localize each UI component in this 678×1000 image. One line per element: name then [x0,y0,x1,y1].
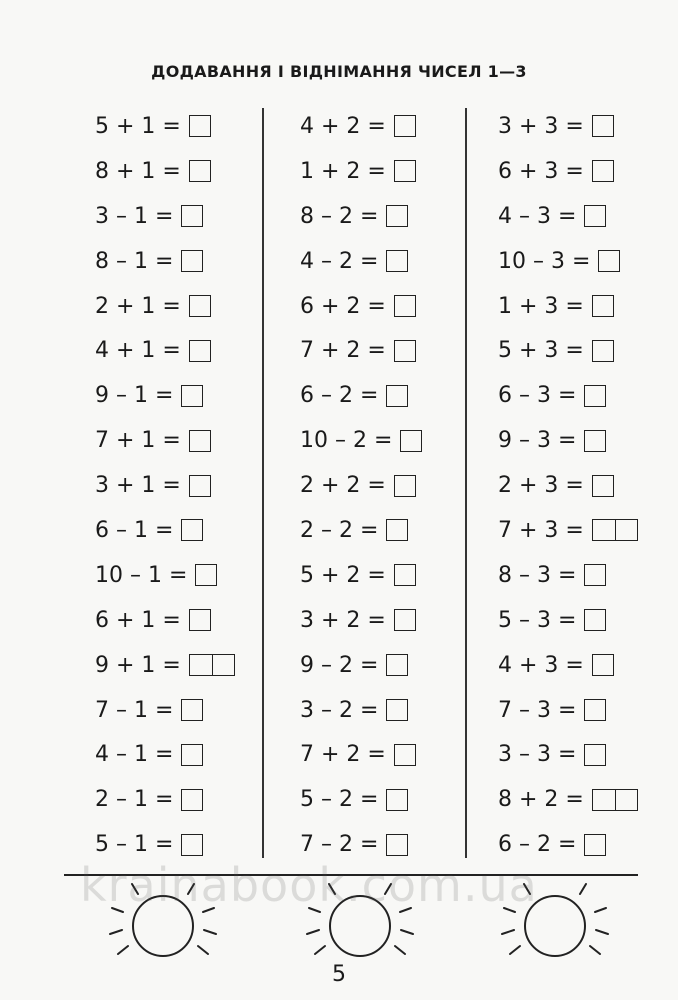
answer-box[interactable] [386,250,408,272]
exercise-expression: 2 – 1 = [95,787,174,813]
answer-box[interactable] [584,699,606,721]
exercise-expression: 4 – 1 = [95,742,174,768]
bottom-horizon-line [64,874,638,876]
answer-box[interactable] [592,295,614,317]
exercise-expression: 3 + 3 = [498,113,584,139]
exercise-row [300,328,422,373]
exercise-row [95,553,235,598]
exercise-expression: 3 + 2 = [300,607,386,633]
exercise-expression: 9 – 1 = [95,383,174,409]
exercise-expression: 6 – 2 = [498,832,577,858]
exercise-expression: 5 + 2 = [300,562,386,588]
exercise-row [498,822,638,867]
exercise-column-3 [498,104,638,867]
exercise-expression: 7 + 2 = [300,742,386,768]
exercise-row [498,149,638,194]
answer-box[interactable] [181,834,203,856]
exercise-row [95,284,235,329]
answer-box[interactable] [181,789,203,811]
exercise-row [300,373,422,418]
exercise-row [300,553,422,598]
exercise-row [95,373,235,418]
answer-box[interactable] [394,564,416,586]
exercise-expression: 7 + 2 = [300,338,386,364]
exercise-row [498,553,638,598]
exercise-expression: 5 – 2 = [300,787,379,813]
exercise-row [95,104,235,149]
answer-box[interactable] [400,430,422,452]
exercise-column-2 [300,104,422,867]
answer-box[interactable] [189,115,211,137]
answer-box[interactable] [394,115,416,137]
answer-box[interactable] [394,609,416,631]
exercise-expression: 10 – 3 = [498,248,591,274]
exercise-expression: 8 – 1 = [95,248,174,274]
exercise-expression: 2 + 1 = [95,293,181,319]
answer-box[interactable] [189,295,211,317]
answer-box[interactable] [394,340,416,362]
exercise-row [300,418,422,463]
answer-box[interactable] [584,385,606,407]
answer-box[interactable] [189,340,211,362]
exercise-expression: 4 – 2 = [300,248,379,274]
answer-box-double[interactable] [189,654,235,676]
exercise-row [95,732,235,777]
exercise-row [300,104,422,149]
exercise-row [498,598,638,643]
answer-box[interactable] [592,115,614,137]
exercise-row [300,822,422,867]
answer-box[interactable] [195,564,217,586]
exercise-row [300,777,422,822]
exercise-expression: 7 – 1 = [95,697,174,723]
answer-box[interactable] [386,205,408,227]
exercise-row [498,777,638,822]
column-divider-2 [465,108,467,858]
answer-box[interactable] [592,654,614,676]
exercise-row [498,328,638,373]
exercise-expression: 4 + 3 = [498,652,584,678]
exercise-row [95,643,235,688]
exercise-row [300,194,422,239]
exercise-row [95,598,235,643]
answer-box[interactable] [584,430,606,452]
exercise-row [300,284,422,329]
exercise-expression: 6 + 2 = [300,293,386,319]
exercise-expression: 9 – 3 = [498,428,577,454]
exercise-row [95,418,235,463]
exercise-row [498,104,638,149]
exercise-expression: 5 + 3 = [498,338,584,364]
exercise-expression: 9 + 1 = [95,652,181,678]
exercise-expression: 10 – 1 = [95,562,188,588]
exercise-expression: 8 – 2 = [300,203,379,229]
exercise-row [95,508,235,553]
exercise-row [300,463,422,508]
exercise-row [498,239,638,284]
exercise-expression: 8 + 1 = [95,158,181,184]
answer-box-double[interactable] [592,789,638,811]
answer-box[interactable] [189,609,211,631]
exercise-expression: 7 + 1 = [95,428,181,454]
exercise-row [300,508,422,553]
sun-icon [500,880,610,960]
answer-box[interactable] [592,475,614,497]
exercise-expression: 8 + 2 = [498,787,584,813]
answer-box[interactable] [386,385,408,407]
exercise-expression: 1 + 3 = [498,293,584,319]
answer-box[interactable] [386,699,408,721]
answer-box[interactable] [584,834,606,856]
exercise-row [498,194,638,239]
exercise-row [300,643,422,688]
exercise-expression: 3 – 2 = [300,697,379,723]
exercise-expression: 9 – 2 = [300,652,379,678]
exercise-expression: 2 + 3 = [498,473,584,499]
exercise-expression: 8 – 3 = [498,562,577,588]
answer-box-double[interactable] [592,519,638,541]
answer-box[interactable] [181,385,203,407]
exercise-row [498,373,638,418]
exercise-expression: 7 + 3 = [498,517,584,543]
exercise-row [95,328,235,373]
exercise-expression: 4 – 3 = [498,203,577,229]
answer-box[interactable] [386,654,408,676]
answer-box[interactable] [394,295,416,317]
exercise-row [95,194,235,239]
watermark: krainabook.com.ua [80,858,538,912]
exercise-row [498,418,638,463]
exercise-expression: 6 + 3 = [498,158,584,184]
answer-box[interactable] [181,519,203,541]
exercise-expression: 2 + 2 = [300,473,386,499]
answer-box[interactable] [598,250,620,272]
answer-box[interactable] [584,744,606,766]
exercise-expression: 3 + 1 = [95,473,181,499]
exercise-column-1 [95,104,235,867]
column-divider-1 [262,108,264,858]
answer-box[interactable] [592,160,614,182]
exercise-row [95,822,235,867]
answer-box[interactable] [181,205,203,227]
answer-box[interactable] [592,340,614,362]
exercise-row [498,284,638,329]
exercise-expression: 7 – 2 = [300,832,379,858]
answer-box[interactable] [189,160,211,182]
page-number: 5 [332,962,346,987]
answer-box[interactable] [584,564,606,586]
exercise-row [300,688,422,733]
exercise-expression: 5 – 1 = [95,832,174,858]
exercise-row [498,463,638,508]
exercise-expression: 6 – 2 = [300,383,379,409]
exercise-expression: 6 + 1 = [95,607,181,633]
answer-box[interactable] [181,699,203,721]
answer-box[interactable] [394,160,416,182]
answer-box[interactable] [394,475,416,497]
exercise-row [498,688,638,733]
answer-box[interactable] [181,250,203,272]
exercise-row [300,149,422,194]
exercise-expression: 5 – 3 = [498,607,577,633]
exercise-row [95,777,235,822]
answer-box[interactable] [386,789,408,811]
exercise-row [95,463,235,508]
answer-box[interactable] [584,205,606,227]
exercise-expression: 4 + 2 = [300,113,386,139]
answer-box[interactable] [386,834,408,856]
answer-box[interactable] [386,519,408,541]
exercise-expression: 7 – 3 = [498,697,577,723]
exercise-row [498,508,638,553]
exercise-row [95,688,235,733]
exercise-row [300,239,422,284]
answer-box[interactable] [394,744,416,766]
answer-box[interactable] [584,609,606,631]
exercise-row [498,643,638,688]
exercise-expression: 3 – 3 = [498,742,577,768]
exercise-expression: 6 – 3 = [498,383,577,409]
sun-icon [305,880,415,960]
exercise-row [95,149,235,194]
exercise-expression: 1 + 2 = [300,158,386,184]
answer-box[interactable] [189,475,211,497]
answer-box[interactable] [189,430,211,452]
exercise-expression: 2 – 2 = [300,517,379,543]
exercise-row [300,598,422,643]
sun-icon [108,880,218,960]
exercise-expression: 5 + 1 = [95,113,181,139]
answer-box[interactable] [181,744,203,766]
page-title: ДОДАВАННЯ І ВІДНІМАННЯ ЧИСЕЛ 1—3 [151,62,527,81]
exercise-expression: 6 – 1 = [95,517,174,543]
exercise-expression: 4 + 1 = [95,338,181,364]
exercise-row [95,239,235,284]
exercise-expression: 3 – 1 = [95,203,174,229]
exercise-row [498,732,638,777]
exercise-row [300,732,422,777]
exercise-expression: 10 – 2 = [300,428,393,454]
